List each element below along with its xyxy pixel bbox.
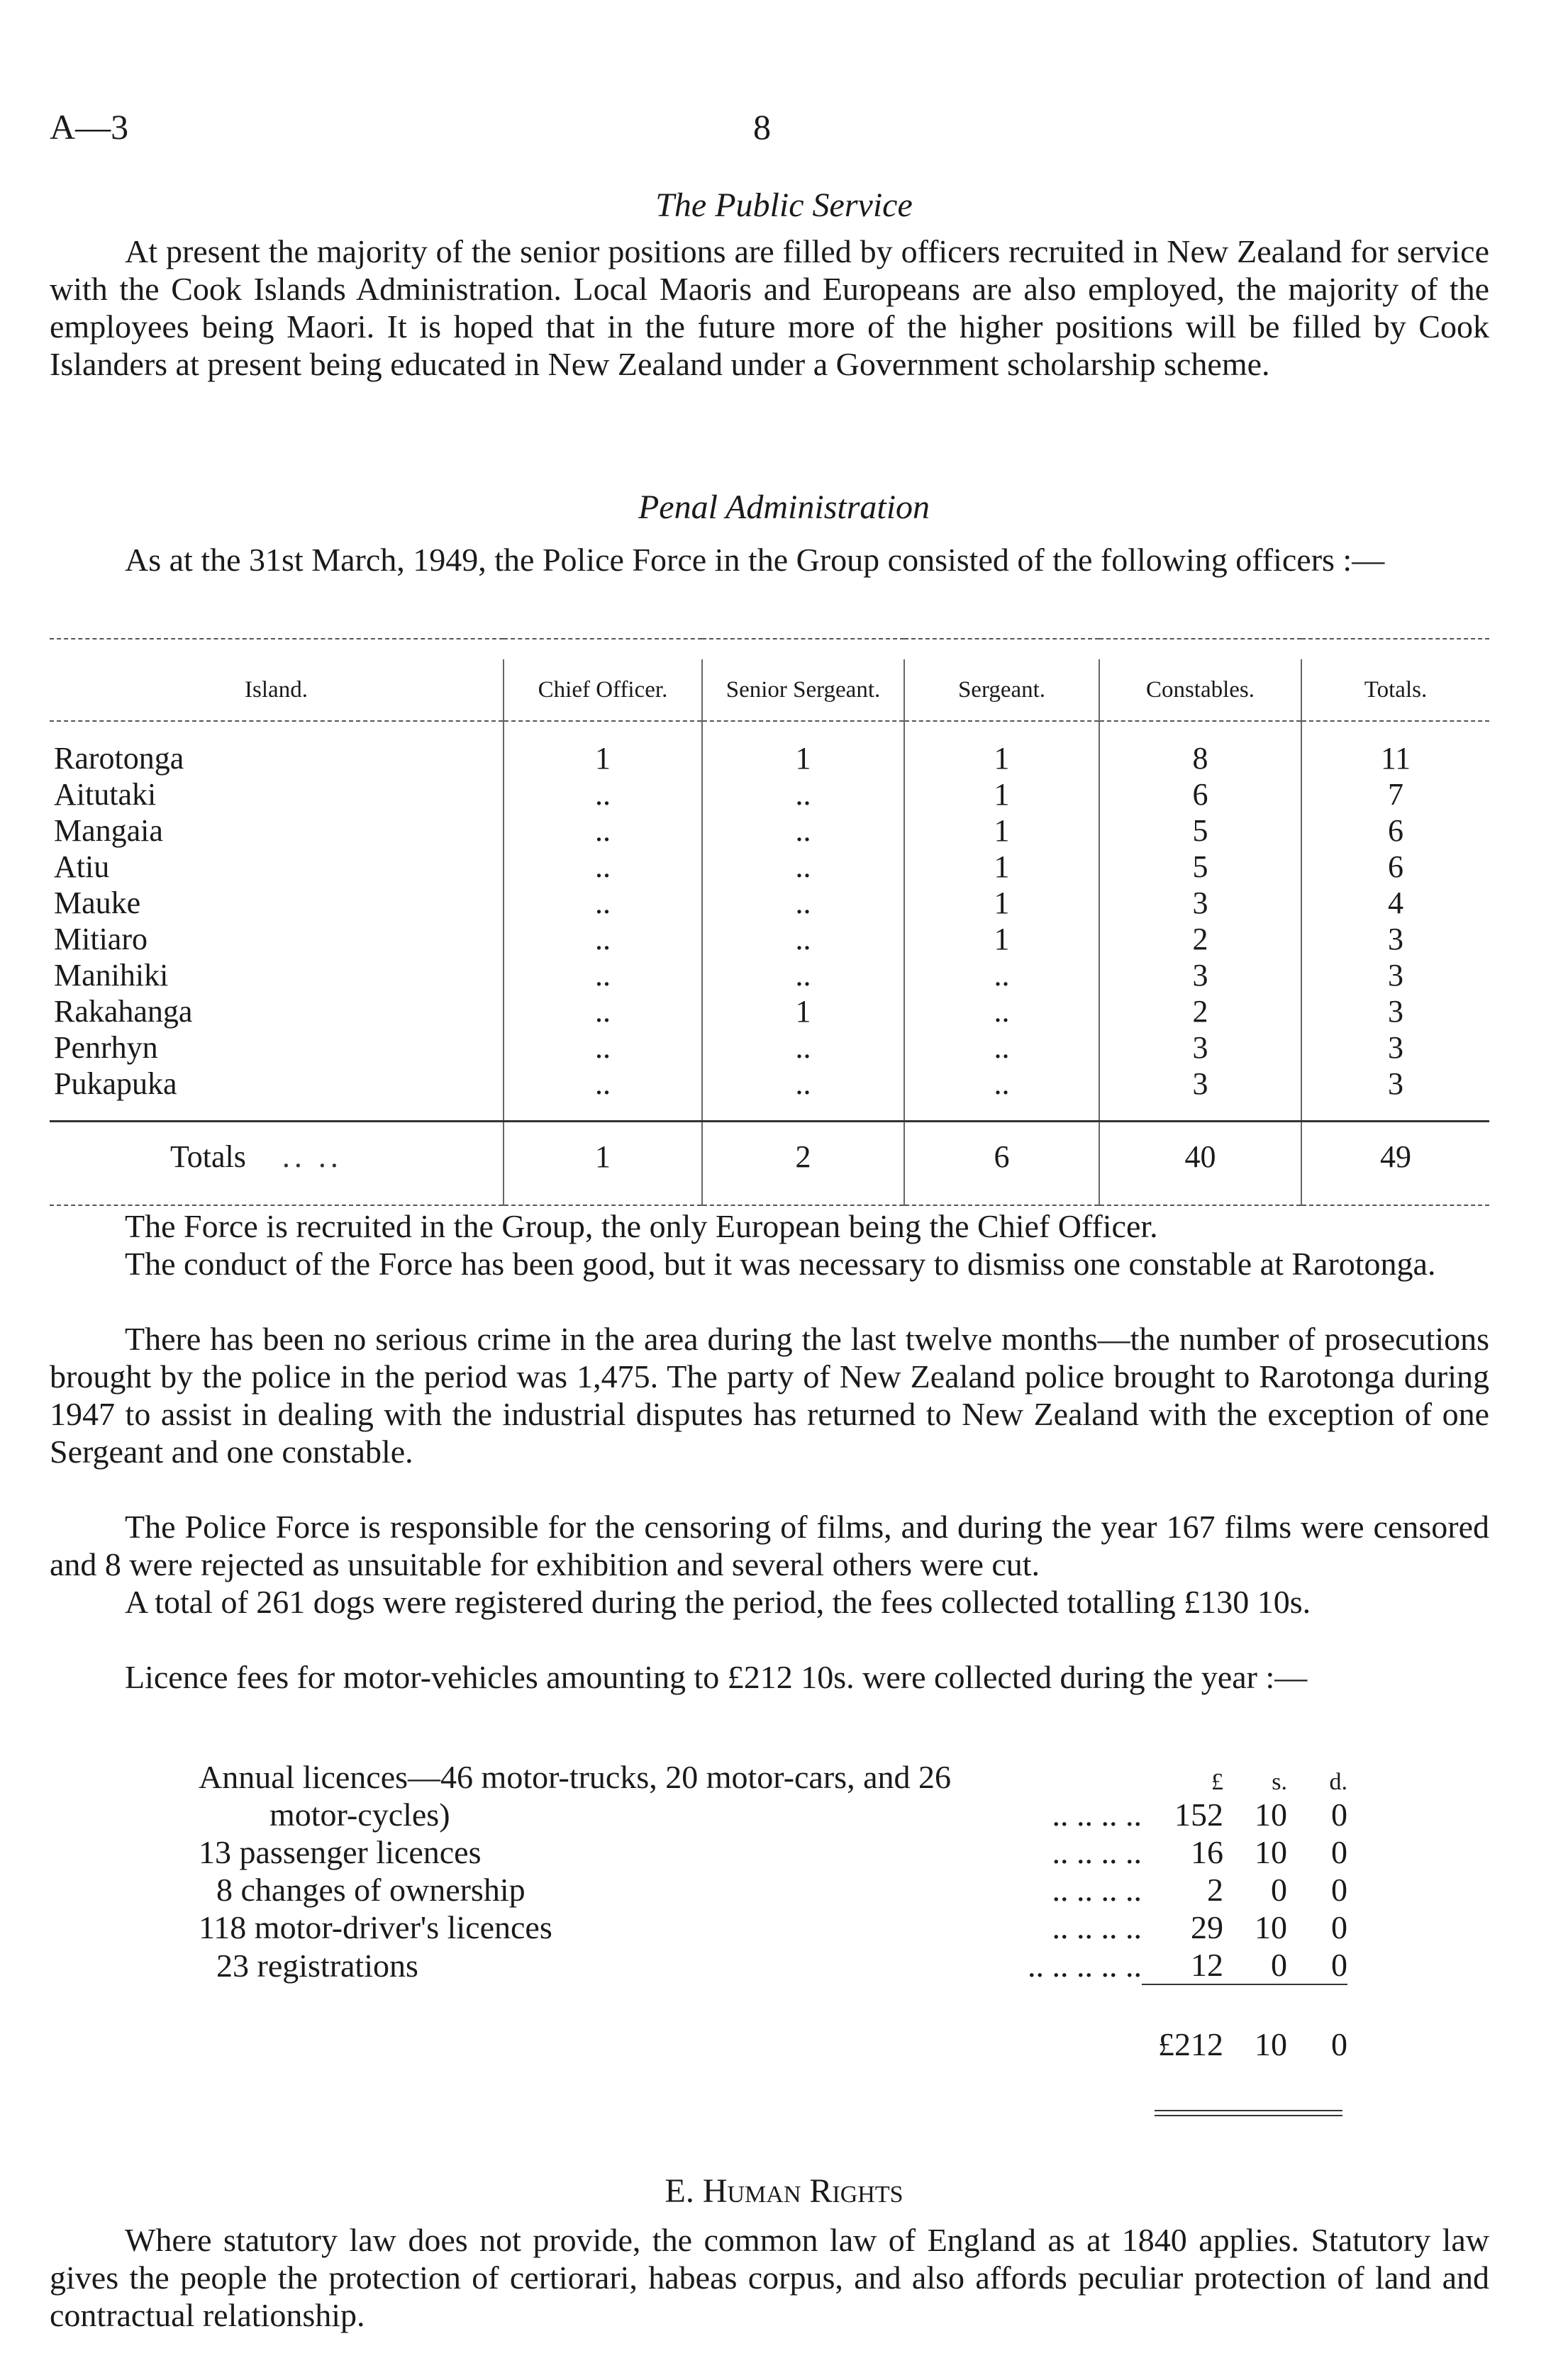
grand-total: 49 (1301, 1122, 1489, 1191)
total-cell: 11 (1301, 740, 1489, 776)
sergeant-cell: 1 (904, 849, 1099, 885)
total-shillings: 10 (1223, 1984, 1287, 2063)
senior-sergeant-cell: .. (702, 1066, 904, 1102)
shillings-cell: 10 (1255, 1834, 1287, 1870)
senior-sergeant-cell: .. (702, 957, 904, 993)
total-constables: 40 (1099, 1122, 1301, 1191)
page-number: 8 (753, 107, 771, 147)
constables-cell: 6 (1099, 776, 1301, 812)
column-header-island: Island. (50, 659, 504, 721)
sergeant-cell: 1 (904, 812, 1099, 849)
penal-intro-paragraph: As at the 31st March, 1949, the Police Force in the Group consisted of the following officers :— (125, 542, 1385, 578)
total-senior-sergeant: 2 (702, 1122, 904, 1191)
island-name: Mangaia (54, 813, 163, 848)
table-row (50, 921, 1489, 957)
leader-dots: .. .. .. .. (1052, 1797, 1142, 1833)
shillings-header: s. (1272, 1769, 1287, 1795)
constables-cell: 5 (1099, 849, 1301, 885)
pounds-cell: 2 (1207, 1872, 1223, 1908)
table-row (50, 1066, 1489, 1102)
table-row (50, 993, 1489, 1029)
double-rule-top (1155, 2110, 1342, 2111)
dog-registration-paragraph: A total of 261 dogs were registered during the period, the fees collected totalling £130 10s. (125, 1584, 1311, 1620)
table-row (199, 1946, 1347, 1984)
licence-description: Annual licences—46 motor-trucks, 20 motor-cars, and 26 (199, 1759, 951, 1795)
sergeant-cell: .. (904, 1029, 1099, 1066)
pounds-cell: 12 (1191, 1947, 1223, 1983)
pence-header: d. (1329, 1769, 1347, 1795)
table-row (199, 1909, 1347, 1946)
island-name: Mitiaro (54, 922, 148, 956)
total-cell: 3 (1301, 957, 1489, 993)
constables-cell: 8 (1099, 740, 1301, 776)
table-row (50, 740, 1489, 776)
chief-officer-cell: .. (504, 849, 702, 885)
chief-officer-cell: .. (504, 921, 702, 957)
island-name: Atiu (54, 849, 110, 884)
licence-label: 118 motor-driver's licences (199, 1909, 552, 1945)
pence-cell: 0 (1331, 1947, 1347, 1983)
totals-label: Totals (170, 1139, 246, 1174)
leader-dots: .. .. .. .. .. (1028, 1948, 1142, 1984)
licence-fees-paragraph: Licence fees for motor-vehicles amounting to £212 10s. were collected during the year :— (125, 1659, 1308, 1695)
table-row (50, 885, 1489, 921)
total-chief-officer: 1 (504, 1122, 702, 1191)
table-row (199, 1833, 1347, 1871)
sergeant-cell: 1 (904, 740, 1099, 776)
senior-sergeant-cell: .. (702, 1029, 904, 1066)
constables-cell: 3 (1099, 957, 1301, 993)
sergeant-cell: 1 (904, 921, 1099, 957)
senior-sergeant-cell: .. (702, 885, 904, 921)
total-cell: 6 (1301, 812, 1489, 849)
island-name: Aitutaki (54, 777, 157, 812)
sergeant-cell: .. (904, 1066, 1099, 1102)
chief-officer-cell: .. (504, 957, 702, 993)
table-row (50, 776, 1489, 812)
pounds-cell: 29 (1191, 1909, 1223, 1945)
total-cell: 3 (1301, 1029, 1489, 1066)
table-row (199, 1796, 1347, 1833)
pence-cell: 0 (1331, 1909, 1347, 1945)
shillings-cell: 0 (1271, 1947, 1287, 1983)
table-row (50, 812, 1489, 849)
total-cell: 3 (1301, 1066, 1489, 1102)
sergeant-cell: 1 (904, 776, 1099, 812)
total-pounds: £212 (1142, 1984, 1223, 2063)
island-name: Rakahanga (54, 994, 193, 1029)
table-row (199, 1871, 1347, 1909)
public-service-heading: The Public Service (655, 186, 913, 224)
constables-cell: 2 (1099, 993, 1301, 1029)
senior-sergeant-cell: .. (702, 776, 904, 812)
double-rule-bottom (1155, 2115, 1342, 2116)
pounds-header: £ (1211, 1769, 1223, 1795)
police-force-table (50, 638, 1489, 1206)
senior-sergeant-cell: .. (702, 849, 904, 885)
human-rights-paragraph: Where statutory law does not provide, the common law of England as at 1840 applies. Statutory law gives the people the protection of certiorari, habeas corpus, and also affords peculiar protection of land and contractual relationship. (50, 2222, 1489, 2333)
constables-cell: 3 (1099, 885, 1301, 921)
film-censoring-paragraph: The Police Force is responsible for the censoring of films, and during the year 167 films were censored and 8 were rejected as unsuitable for exhibition and several others were cut. (50, 1509, 1489, 1582)
licence-total-row (199, 1984, 1347, 2063)
constables-cell: 2 (1099, 921, 1301, 957)
licence-label: 23 registrations (216, 1948, 418, 1984)
column-header-totals: Totals. (1301, 659, 1489, 721)
licence-fees-table (199, 1758, 1347, 2063)
force-recruitment-paragraph: The Force is recruited in the Group, the only European being the Chief Officer. (125, 1208, 1158, 1244)
pence-cell: 0 (1331, 1834, 1347, 1870)
total-cell: 3 (1301, 921, 1489, 957)
total-pence: 0 (1287, 1984, 1347, 2063)
island-name: Manihiki (54, 958, 169, 993)
total-sergeant: 6 (904, 1122, 1099, 1191)
senior-sergeant-cell: .. (702, 921, 904, 957)
total-cell: 3 (1301, 993, 1489, 1029)
shillings-cell: 0 (1271, 1872, 1287, 1908)
sergeant-cell: .. (904, 957, 1099, 993)
penal-administration-heading: Penal Administration (638, 488, 930, 526)
pence-cell: 0 (1331, 1797, 1347, 1833)
shillings-cell: 10 (1255, 1797, 1287, 1833)
total-cell: 4 (1301, 885, 1489, 921)
crime-paragraph: There has been no serious crime in the area during the last twelve months—the number of prosecutions brought by the police in the period was 1,475. The party of New Zealand police brought to Rarotonga during 1947 to assist in dealing with the industrial disputes has returned to New Zealand with the exception of one Sergeant and one constable. (50, 1321, 1489, 1470)
chief-officer-cell: .. (504, 993, 702, 1029)
licence-label: 8 changes of ownership (216, 1872, 526, 1908)
chief-officer-cell: .. (504, 776, 702, 812)
licence-label: 13 passenger licences (199, 1834, 482, 1870)
chief-officer-cell: 1 (504, 740, 702, 776)
island-name: Mauke (54, 885, 141, 920)
constables-cell: 3 (1099, 1029, 1301, 1066)
pounds-cell: 16 (1191, 1834, 1223, 1870)
island-name: Pukapuka (54, 1066, 177, 1101)
leader-dots: .. .. .. .. (1052, 1834, 1142, 1870)
senior-sergeant-cell: .. (702, 812, 904, 849)
sergeant-cell: .. (904, 993, 1099, 1029)
chief-officer-cell: .. (504, 1066, 702, 1102)
document-reference: A—3 (50, 107, 129, 147)
human-rights-heading: E. Human Rights (665, 2172, 903, 2210)
licence-first-line (199, 1758, 1347, 1796)
leader-dots: .. .. .. .. (1052, 1909, 1142, 1945)
licence-label: motor-cycles) (269, 1797, 450, 1833)
constables-cell: 5 (1099, 812, 1301, 849)
public-service-paragraph: At present the majority of the senior positions are filled by officers recruited in New Zealand for service with the Cook Islands Administration. Local Maoris and Europeans are also employed, the majority of the employees being Maori. It is hoped that in the future more of the higher positions will be filled by Cook Islanders at present being educated in New Zealand under a Government scholarship scheme. (50, 233, 1489, 382)
island-name: Rarotonga (54, 741, 184, 776)
leader-dots: .. .. .. .. (1052, 1872, 1142, 1908)
column-header-chief-officer: Chief Officer. (504, 659, 702, 721)
table-row (50, 1029, 1489, 1066)
island-name: Penrhyn (54, 1030, 158, 1065)
force-conduct-paragraph: The conduct of the Force has been good, but it was necessary to dismiss one constable at Rarotonga. (125, 1246, 1436, 1282)
leader-dots: .. .. (282, 1139, 343, 1174)
column-header-senior-sergeant: Senior Sergeant. (702, 659, 904, 721)
sergeant-cell: 1 (904, 885, 1099, 921)
pence-cell: 0 (1331, 1872, 1347, 1908)
constables-cell: 3 (1099, 1066, 1301, 1102)
table-row (50, 957, 1489, 993)
pounds-cell: 152 (1174, 1797, 1223, 1833)
total-cell: 7 (1301, 776, 1489, 812)
chief-officer-cell: .. (504, 1029, 702, 1066)
senior-sergeant-cell: 1 (702, 993, 904, 1029)
table-row (50, 849, 1489, 885)
column-header-sergeant: Sergeant. (904, 659, 1099, 721)
senior-sergeant-cell: 1 (702, 740, 904, 776)
total-cell: 6 (1301, 849, 1489, 885)
chief-officer-cell: .. (504, 885, 702, 921)
column-header-constables: Constables. (1099, 659, 1301, 721)
chief-officer-cell: .. (504, 812, 702, 849)
totals-row (50, 1122, 1489, 1191)
shillings-cell: 10 (1255, 1909, 1287, 1945)
